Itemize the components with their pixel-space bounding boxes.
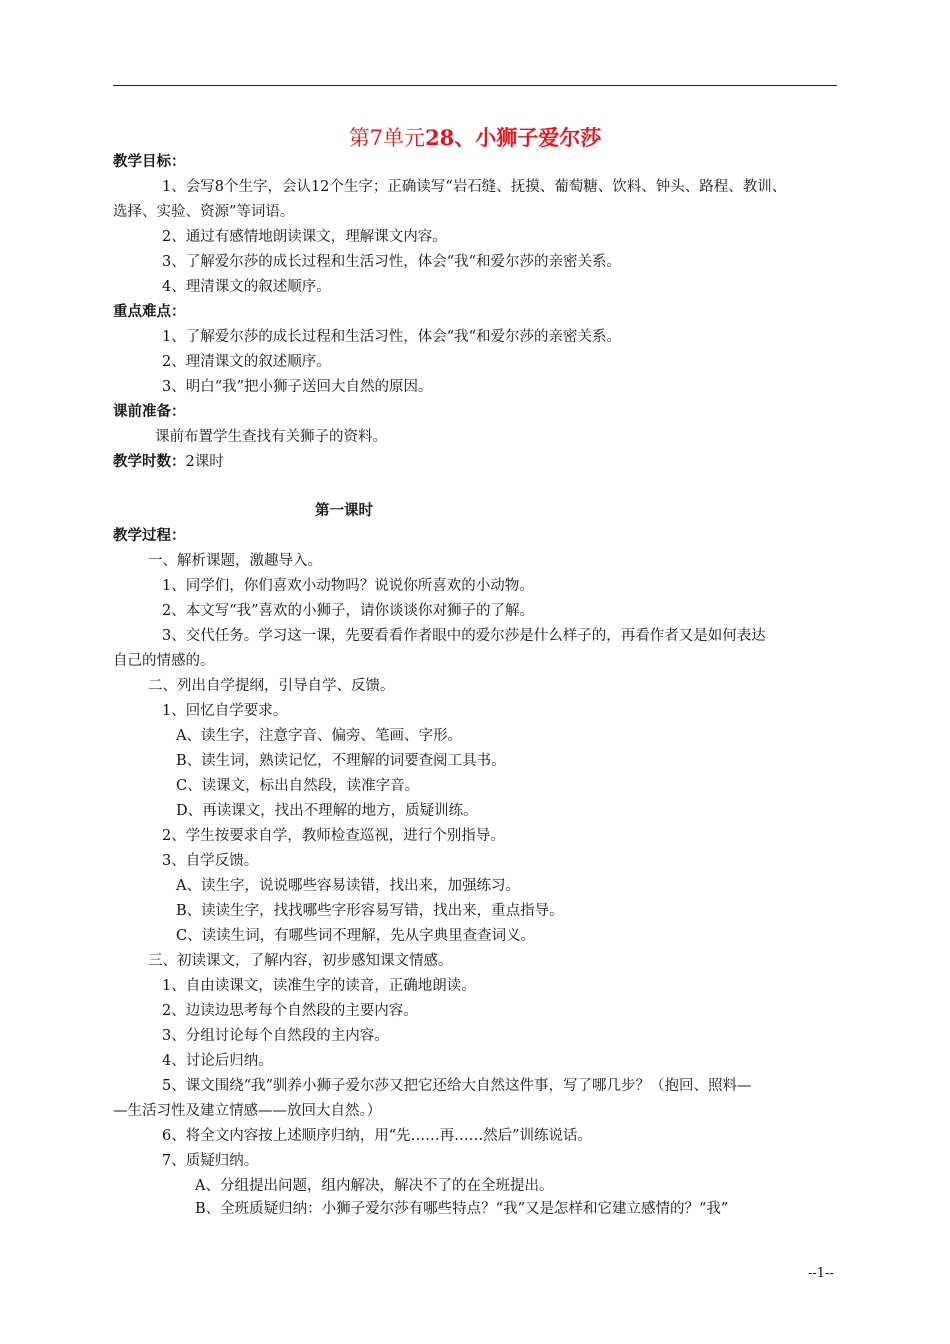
hours-heading: 教学时数： — [113, 453, 186, 470]
process-line: 二、列出自学提纲，引导自学、反馈。 — [148, 678, 395, 694]
objectives-heading: 教学目标： — [113, 153, 186, 170]
hours-value: 2课时 — [185, 454, 224, 470]
process-line: 3、交代任务。学习这一课，先要看看作者眼中的爱尔莎是什么样子的，再看作者又是如何表达 — [162, 628, 766, 644]
process-line: —生活习性及建立情感——放回大自然。） — [113, 1103, 382, 1119]
objective-line: 1、会写8个生字，会认12个生字；正确读写“岩石缝、抚摸、葡萄糖、饮料、钟头、路程、教训、 — [162, 179, 787, 195]
process-line: A、分组提出问题，组内解决，解决不了的在全班提出。 — [195, 1178, 554, 1194]
process-line: 2、边读边思考每个自然段的主要内容。 — [162, 1003, 418, 1019]
keypoints-heading: 重点难点： — [113, 303, 186, 320]
header-rule — [113, 85, 837, 86]
prep-text: 课前布置学生查找有关狮子的资料。 — [155, 429, 387, 445]
process-line: 3、分组讨论每个自然段的主内容。 — [162, 1028, 389, 1044]
process-line: 2、本文写“我”喜欢的小狮子，请你谈谈你对狮子的了解。 — [162, 603, 535, 619]
process-line: D、再读课文，找出不理解的地方，质疑训练。 — [176, 803, 478, 819]
process-line: B、读生词，熟读记忆，不理解的词要查阅工具书。 — [176, 753, 506, 769]
prep-heading: 课前准备： — [113, 403, 186, 420]
process-line: 1、同学们，你们喜欢小动物吗？说说你所喜欢的小动物。 — [162, 578, 534, 594]
process-line: 1、回忆自学要求。 — [162, 703, 288, 719]
title-main: 28、小狮子爱尔莎 — [425, 125, 602, 150]
process-line: B、全班质疑归纳：小狮子爱尔莎有哪些特点？“我”又是怎样和它建立感情的？“我” — [195, 1201, 729, 1217]
lesson-heading: 第一课时 — [315, 502, 373, 519]
process-line: 3、自学反馈。 — [162, 853, 259, 869]
page-title — [0, 125, 950, 151]
process-line: 6、将全文内容按上述顺序归纳，用“先……再……然后”训练说话。 — [162, 1128, 593, 1144]
page-number: --1-- — [808, 1266, 834, 1281]
hours-line — [113, 451, 224, 473]
process-line: C、读课文，标出自然段，读准字音。 — [176, 778, 420, 794]
process-line: B、读读生字，找找哪些字形容易写错，找出来，重点指导。 — [176, 903, 564, 919]
process-line: A、读生字，说说哪些容易读错，找出来，加强练习。 — [176, 878, 520, 894]
process-line: 自己的情感的。 — [113, 653, 215, 669]
process-line: 4、讨论后归纳。 — [162, 1053, 273, 1069]
process-line: C、读读生词，有哪些词不理解，先从字典里查查词义。 — [176, 928, 536, 944]
process-line: A、读生字，注意字音、偏旁、笔画、字形。 — [176, 728, 462, 744]
keypoint-line: 1、了解爱尔莎的成长过程和生活习性，体会“我“和爱尔莎的亲密关系。 — [162, 329, 622, 345]
objective-line: 3、了解爱尔莎的成长过程和生活习性，体会“我“和爱尔莎的亲密关系。 — [162, 254, 622, 270]
objective-line: 2、通过有感情地朗读课文，理解课文内容。 — [162, 229, 447, 245]
process-line: 7、质疑归纳。 — [162, 1153, 259, 1169]
title-prefix: 第7单元 — [348, 126, 426, 150]
keypoint-line: 2、理清课文的叙述顺序。 — [162, 354, 331, 370]
objective-line: 4、理清课文的叙述顺序。 — [162, 279, 331, 295]
process-line: 一、解析课题，激趣导入。 — [148, 553, 322, 569]
process-heading: 教学过程： — [113, 527, 186, 544]
process-line: 5、课文围绕“我”驯养小狮子爱尔莎又把它还给大自然这件事，写了哪几步？（抱回、照料— — [162, 1078, 752, 1094]
process-line: 1、自由读课文，读准生字的读音，正确地朗读。 — [162, 978, 476, 994]
objective-line: 选择、实验、资源”等词语。 — [113, 204, 295, 220]
keypoint-line: 3、明白“我”把小狮子送回大自然的原因。 — [162, 379, 433, 395]
process-line: 2、学生按要求自学，教师检查巡视，进行个别指导。 — [162, 828, 505, 844]
process-line: 三、初读课文，了解内容，初步感知课文情感。 — [148, 953, 453, 969]
